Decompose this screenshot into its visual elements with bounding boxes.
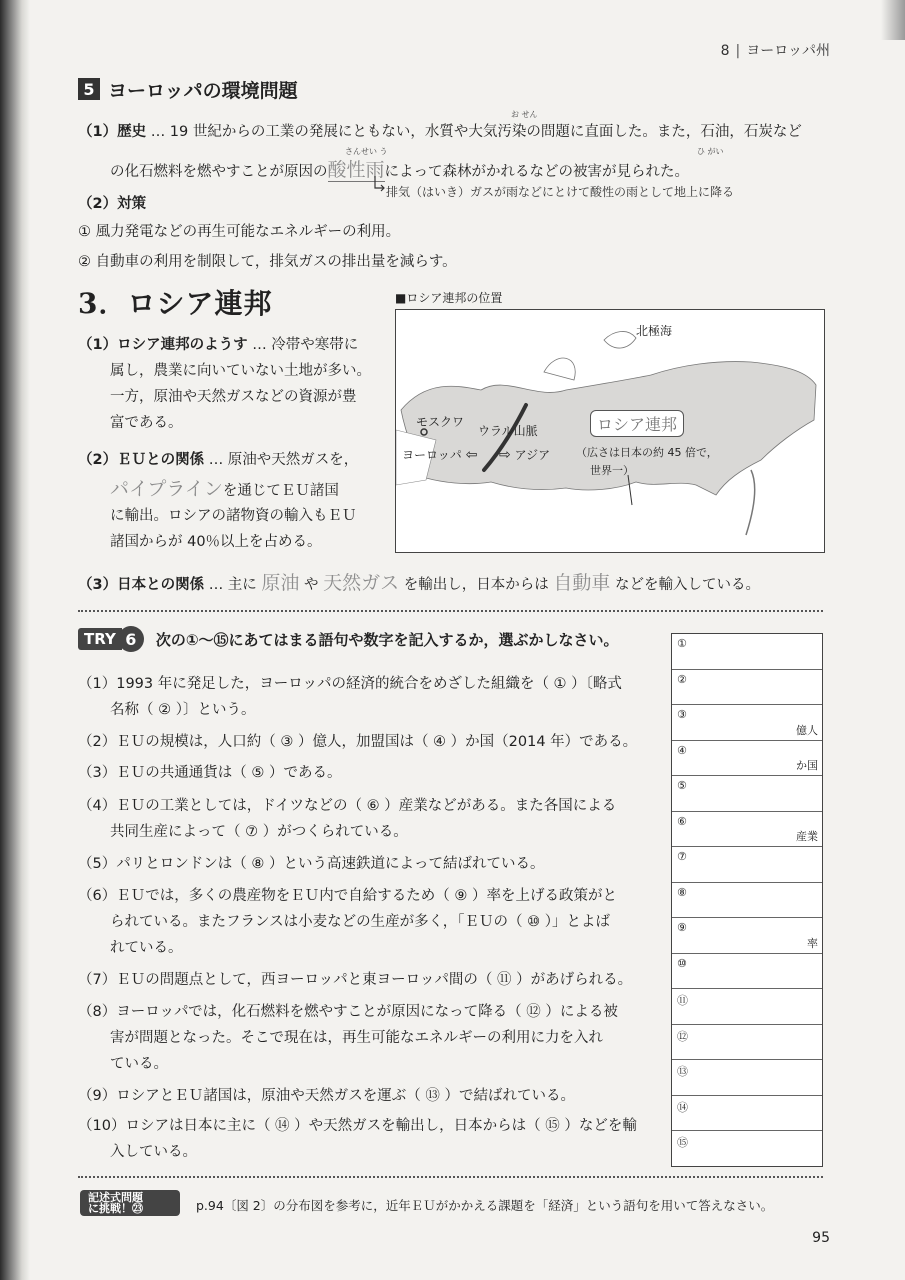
try-item-9-line-1 xyxy=(78,1084,575,1105)
answer-row-number: ⑭ xyxy=(677,1100,688,1114)
try-item-text: 入している。 xyxy=(110,1144,197,1160)
try-item-text: ＥＵの共通通貨は（ ⑤ ）である。 xyxy=(116,765,342,781)
answer-row-number: ⑮ xyxy=(677,1136,688,1149)
page-binding-shadow xyxy=(0,0,30,1280)
try-item-7-line-1 xyxy=(78,968,632,989)
answer-row-3[interactable] xyxy=(672,705,822,741)
arrow-left-icon: ⇦ xyxy=(465,447,478,463)
russia-p1-line4: 富である。 xyxy=(110,415,183,431)
answer-row-6[interactable] xyxy=(672,812,822,848)
kijutsu-question: p.94〔図 2〕の分布図を参考に，近年ＥＵがかかえる課題を「経済」という語句を用いて答えなさい。 xyxy=(196,1198,774,1213)
answer-row-unit: 億人 xyxy=(796,723,818,737)
answer-row-11[interactable] xyxy=(672,989,822,1025)
answer-row-number: ⑦ xyxy=(677,850,687,863)
answer-row-unit: 率 xyxy=(807,936,818,950)
russia-p1-line1: （1）ロシア連邦のようす … 冷帯や寒帯に xyxy=(78,337,359,353)
try-item-1-line-2 xyxy=(110,698,255,719)
arrow-right-icon: ⇨ xyxy=(499,447,511,463)
kijutsu-badge xyxy=(80,1190,180,1216)
try-item-number: （9） xyxy=(78,1088,117,1104)
russia-p1-line3: 一方，原油や天然ガスなどの資源が豊 xyxy=(110,389,357,405)
acid-rain-note: 排気（はいき）ガスが雨などにとけて酸性の雨として地上に降る xyxy=(386,185,735,199)
acid-rain-text-b: によって森林がかれるなどの被害が見られた。 xyxy=(384,164,690,180)
try-item-6-line-2 xyxy=(110,910,610,931)
answer-row-1[interactable] xyxy=(672,634,822,670)
answer-row-7[interactable] xyxy=(672,847,822,883)
ruby-sanseiu: さんせい う xyxy=(345,147,388,156)
try-item-8-line-3 xyxy=(110,1052,168,1073)
russia-p2-line4: 諸国からが 40％以上を占める。 xyxy=(110,534,322,550)
acid-rain-text-a: の化石燃料を燃やすことが原因の xyxy=(110,164,328,180)
section-5-heading xyxy=(78,76,298,102)
try-item-text: ロシアは日本に主に（ ⑭ ）や天然ガスを輸出し，日本からは（ ⑮ ）などを輸 xyxy=(125,1118,637,1134)
try-item-number: （1） xyxy=(78,676,117,692)
kijutsu-label-2: に挑戦！㉓ xyxy=(88,1202,143,1215)
label-arctic: 北極海 xyxy=(636,324,673,338)
answer-row-number: ⑩ xyxy=(677,956,687,970)
note-arrow-icon xyxy=(372,176,386,194)
try-item-3-line-1 xyxy=(78,761,341,782)
answer-row-8[interactable] xyxy=(672,883,822,919)
try-item-text: 1993 年に発足した，ヨーロッパの経済的統合をめざした組織を（ ① ）〔略式 xyxy=(116,676,622,692)
label-asia: ⇨ アジア xyxy=(499,447,551,463)
try-item-6-line-3 xyxy=(110,936,183,957)
answer-row-number: ⑧ xyxy=(677,885,687,899)
try-item-text: 害が問題となった。そこで現在は，再生可能なエネルギーの利用に力を入れ xyxy=(110,1030,603,1046)
answer-row-number: ② xyxy=(677,672,687,686)
answer-row-number: ③ xyxy=(677,708,687,721)
try-question: 次の①～⑮にあてはまる語句や数字を記入するか，選ぶかしなさい。 xyxy=(155,630,619,649)
answer-row-number: ⑫ xyxy=(677,1029,688,1043)
kijutsu-label-1: 記述式問題 xyxy=(88,1191,143,1204)
answer-row-number: ⑪ xyxy=(677,994,688,1007)
try-number: 6 xyxy=(118,626,144,652)
answer-row-2[interactable] xyxy=(672,670,822,706)
try-heading xyxy=(78,626,619,652)
russia-p2-line1: （2）ＥＵとの関係 … 原油や天然ガスを， xyxy=(78,452,359,468)
answer-row-12[interactable] xyxy=(672,1025,822,1061)
try-item-text: ＥＵでは，多くの農産物をＥＵ内で自給するため（ ⑨ ）率を上げる政策がと xyxy=(116,888,617,904)
ruby-higai: ひ がい xyxy=(697,147,724,156)
answer-box xyxy=(671,633,823,1167)
area-note-2: 世界一） xyxy=(590,464,634,477)
answer-row-number: ⑨ xyxy=(677,921,687,934)
try-item-10-line-2 xyxy=(110,1140,197,1161)
answer-row-unit: か国 xyxy=(796,759,818,772)
try-item-10-line-1 xyxy=(78,1114,637,1135)
try-item-text: ＥＵの工業としては，ドイツなどの（ ⑥ ）産業などがある。また各国による xyxy=(116,798,617,814)
try-item-number: （7） xyxy=(78,972,117,988)
try-item-text: ＥＵの問題点として，西ヨーロッパと東ヨーロッパ間の（ ⑪ ）があげられる。 xyxy=(116,972,633,988)
try-item-number: （8） xyxy=(78,1004,117,1020)
try-item-text: 名称（ ② ）〕という。 xyxy=(110,702,256,718)
page-corner xyxy=(881,0,905,40)
answer-pipeline: パイプライン xyxy=(110,478,223,500)
dotted-divider xyxy=(78,610,823,612)
answer-row-unit: 産業 xyxy=(796,830,818,843)
try-item-5-line-1 xyxy=(78,852,544,873)
answer-row-number: ⑬ xyxy=(677,1065,688,1078)
try-item-text: ロシアとＥＵ諸国は，原油や天然ガスを運ぶ（ ⑬ ）で結ばれている。 xyxy=(116,1088,575,1104)
label-russia-federation: ロシア連邦 xyxy=(590,410,684,437)
try-item-text: ＥＵの規模は，人口約（ ③ ）億人，加盟国は（ ④ ）か国（2014 年）である。 xyxy=(116,734,638,750)
try-item-text: パリとロンドンは（ ⑧ ）という高速鉄道によって結ばれている。 xyxy=(116,856,545,872)
try-item-8-line-2 xyxy=(110,1026,603,1047)
chapter-number: 8 xyxy=(720,43,730,59)
try-label: TRY xyxy=(78,628,122,650)
label-moscow: モスクワ xyxy=(416,415,465,429)
try-item-text: られている。またフランスは小麦などの生産が多く，「ＥＵの（ ⑩ ）」とよば xyxy=(110,914,610,930)
answer-row-4[interactable] xyxy=(672,741,822,777)
measures-head: 対策 xyxy=(117,196,147,212)
try-item-6-line-1 xyxy=(78,884,617,905)
try-item-number: （6） xyxy=(78,888,117,904)
russia-p3-line: （3）日本との関係 … 主に 原油 や 天然ガス を輸出し，日本からは 自動車 などを輸入している。 xyxy=(78,572,761,594)
answer-row-14[interactable] xyxy=(672,1096,822,1132)
answer-automobile: 自動車 xyxy=(553,572,611,594)
acid-rain-line xyxy=(110,155,689,182)
try-item-text: れている。 xyxy=(110,940,183,956)
answer-crude-oil: 原油 xyxy=(261,572,300,594)
section-number-box: 5 xyxy=(78,78,100,100)
measure-1: ① 風力発電などの再生可能なエネルギーの利用。 xyxy=(78,224,401,240)
answer-acid-rain: 酸性雨 xyxy=(327,159,385,181)
answer-row-5[interactable] xyxy=(672,776,822,812)
answer-row-number: ⑥ xyxy=(677,814,687,828)
russia-location-map xyxy=(395,309,825,553)
page-number: 95 xyxy=(812,1230,830,1246)
chapter-title: ヨーロッパ州 xyxy=(746,43,830,59)
try-item-4-line-1 xyxy=(78,794,616,815)
answer-row-number: ⑤ xyxy=(677,779,687,792)
map-caption: ■ロシア連邦の位置 xyxy=(395,291,503,305)
try-item-text: 共同生産によって（ ⑦ ）がつくられている。 xyxy=(110,824,408,840)
dotted-divider-bottom xyxy=(78,1176,823,1178)
history-text: … 19 世紀からの工業の発展にともない，水質や大気汚染の問題に直面した。また，石油，石炭など xyxy=(146,124,802,140)
ruby-osen: お せん xyxy=(511,110,538,119)
answer-row-10[interactable] xyxy=(672,954,822,990)
section-title: ヨーロッパの環境問題 xyxy=(108,79,298,102)
russia-p1-line2: 属し，農業に向いていない土地が多い。 xyxy=(110,363,371,379)
answer-row-9[interactable] xyxy=(672,918,822,954)
try-item-1-line-1 xyxy=(78,672,622,693)
answer-natural-gas: 天然ガス xyxy=(323,572,400,594)
running-header: 8 | ヨーロッパ州 xyxy=(720,43,830,59)
try-item-text: ている。 xyxy=(110,1056,168,1072)
try-item-number: （4） xyxy=(78,798,117,814)
answer-row-number: ① xyxy=(677,637,687,650)
try-item-number: （2） xyxy=(78,734,117,750)
measure-2: ② 自動車の利用を制限して，排気ガスの排出量を減らす。 xyxy=(78,254,457,270)
history-line xyxy=(78,120,802,141)
try-item-2-line-1 xyxy=(78,730,637,751)
answer-row-15[interactable] xyxy=(672,1131,822,1166)
label-europe: ヨーロッパ ⇦ xyxy=(402,447,478,463)
item-number: （2） xyxy=(78,196,118,212)
label-ural: ウラル山脈 xyxy=(478,424,538,438)
try-item-number: （3） xyxy=(78,765,117,781)
area-note-1: （広さは日本の約 45 倍で， xyxy=(576,446,718,459)
russia-section-title: 3．ロシア連邦 xyxy=(78,287,273,320)
try-item-8-line-1 xyxy=(78,1000,618,1021)
russia-p2-line2: パイプラインを通じてＥＵ諸国 xyxy=(110,478,339,500)
measures-heading xyxy=(78,192,146,213)
try-item-number: （5） xyxy=(78,856,117,872)
russia-p2-line3: に輸出。ロシアの諸物資の輸入もＥＵ xyxy=(110,508,357,524)
answer-row-13[interactable] xyxy=(672,1060,822,1096)
history-head: 歴史 xyxy=(117,124,147,140)
item-number: （1） xyxy=(78,124,118,140)
try-item-4-line-2 xyxy=(110,820,408,841)
answer-row-number: ④ xyxy=(677,743,687,757)
try-item-number: （10） xyxy=(78,1118,126,1134)
try-item-text: ヨーロッパでは，化石燃料を燃やすことが原因になって降る（ ⑫ ）による被 xyxy=(116,1004,618,1020)
